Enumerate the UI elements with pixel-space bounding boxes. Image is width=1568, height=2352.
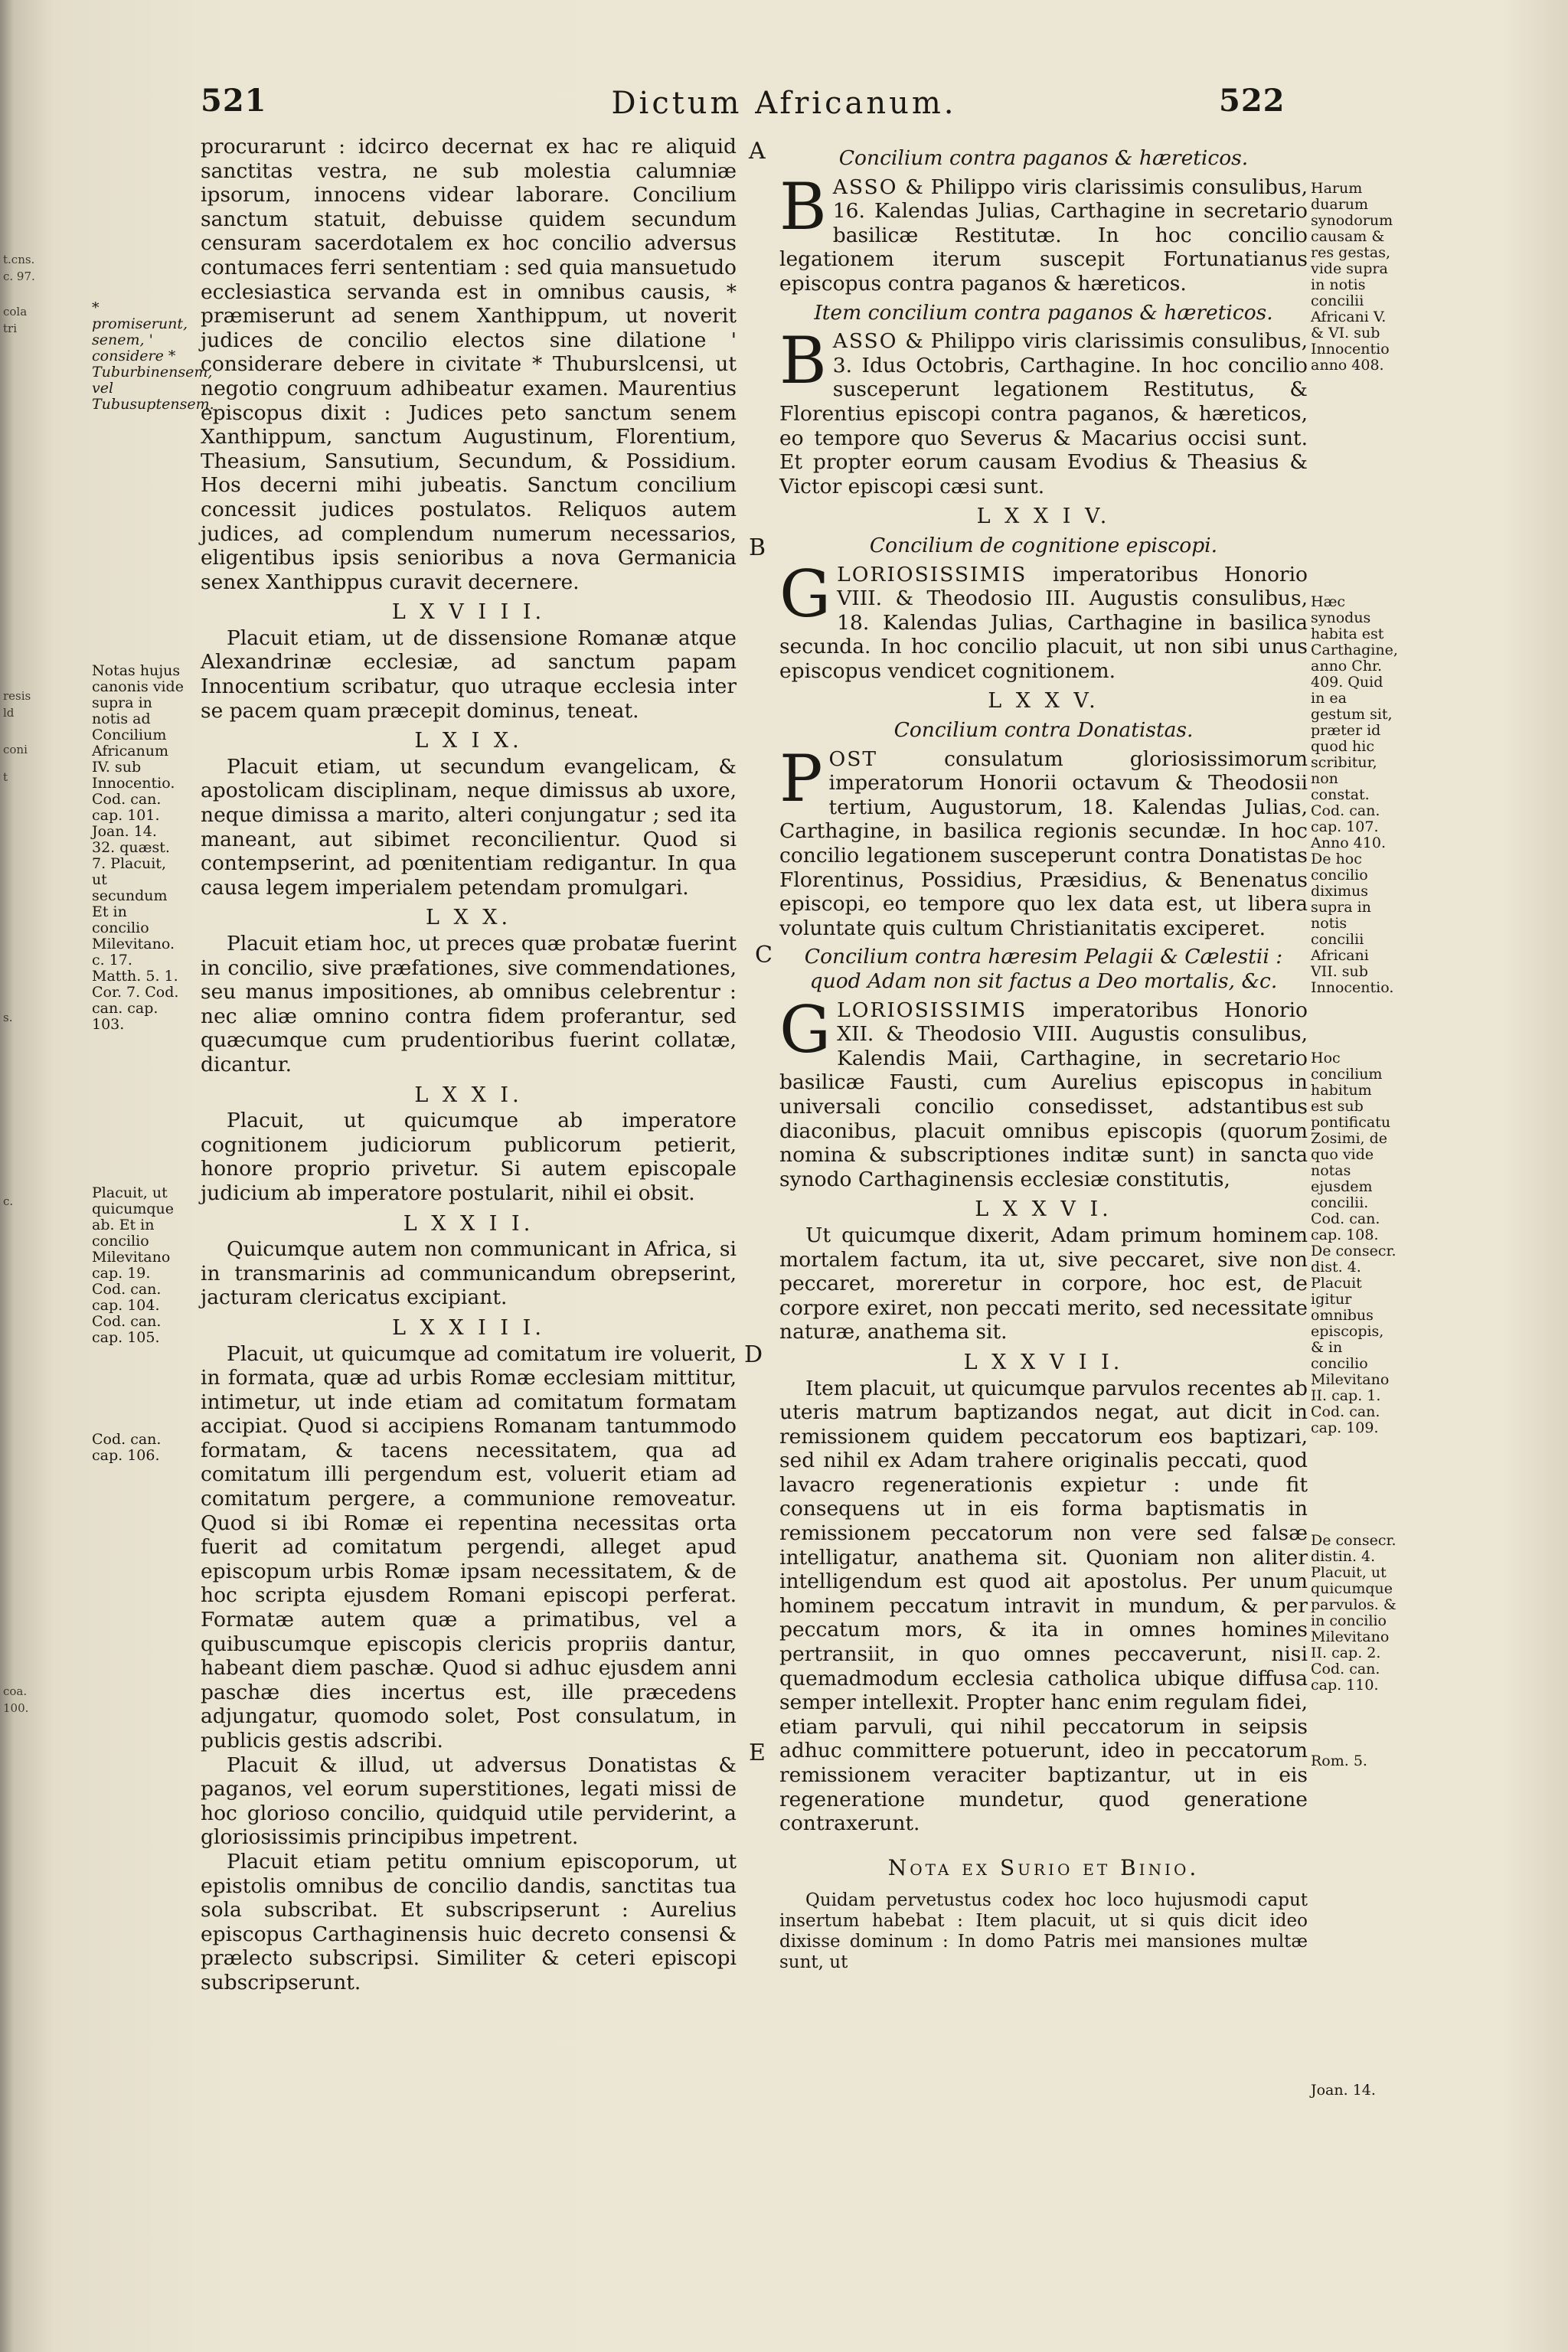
closing-paragraph: Placuit etiam petitu omnium episcoporum, ut epistolis omnibus de concilio dandis, sanctitas tua sola subscribat. Et subscripserunt : Aurelius episcopus Carthaginensis huic decreto consensi & prælecto subscripsi. Similiter & ceteri episcopi subscripserunt. xyxy=(201,1849,737,1994)
canon-number: L X X I. xyxy=(414,1083,523,1107)
canon-text: Placuit, ut quicumque ab imperatore cognitionem judiciorum publicorum petierit, honore proprio privetur. Si autem episcopale judicium ab imperatore postularit, nihil ei obsit. xyxy=(201,1109,737,1205)
note-text: Quidam pervetustus codex hoc loco hujusmodi caput insertum habebat : Item placuit, ut si quis dicit ideo dixisse dominum : In domo Patris mei mansiones multæ sunt, ut xyxy=(779,1890,1308,1973)
canon-number: L X X V I I. xyxy=(963,1350,1124,1374)
left-margin-note: Notas hujus canonis vide supra in notis ad Concilium Africanum IV. sub Innocentio. Cod. can. cap. 101. Joan. 14. 32. quæst. 7. Placuit, ut secundum Et in concilio Milevitano. c. 17. Matth. 5. 1. Cor. 7. Cod. can. cap. 103. xyxy=(92,662,184,1033)
gutter-fragment: coni xyxy=(3,743,28,756)
council-entry: BASSO & Philippo viris clarissimis consulibus, 3. Idus Octobris, Carthagine. In hoc concilio susceperunt legationem Restitutus, & Florentius episcopi contra paganos, & hæreticos, eo tempore quo Severus & Macarius occisi sunt. Et propter eorum causam Evodius & Theasius & Victor episcopi cæsi sunt. xyxy=(779,323,1308,498)
right-page-number: 522 xyxy=(1219,83,1285,119)
gutter-fragment: ld xyxy=(3,706,15,720)
gutter-fragment: t xyxy=(3,770,8,784)
council-title: Concilium contra paganos & hæreticos. xyxy=(838,146,1249,170)
gutter-fragment: 100. xyxy=(3,1701,29,1715)
gutter-fragment: c. 97. xyxy=(3,270,35,283)
running-title: Dictum Africanum. xyxy=(611,86,957,121)
gutter-fragment: s. xyxy=(3,1011,13,1024)
canon-text: Placuit, ut quicumque ad comitatum ire voluerit, in formata, quæ ad urbis Romæ ecclesiam mittitur, intimetur, ut inde etiam ad comitatum formatam accipiat. Quod si accipiens Romanam tantummodo formatam, & tacens necessitatem, qua ad comitatum illi pergendum est, voluerit etiam ad comitatum pergere, a communione removeatur. Quod si ibi Romæ ei repentina necessitas orta fuerit ad comitatum pergendi, alleget apud episcopum urbis Romæ ipsam necessitatem, & de hoc scripta ejusdem Romani episcopi perferat. Formatæ autem quæ a primatibus, vel a quibuscumque episcopis clericis propriis dantur, habeant diem paschæ. Quod si adhuc ejusdem anni paschæ dies incertus est, ille præcedens adjungatur, quomodo solet, Post consulatum, in publicis gestis adscribi. xyxy=(201,1341,737,1753)
canon-number: L X X I I I. xyxy=(392,1315,545,1340)
gutter-fragment: resis xyxy=(3,689,31,703)
right-margin-note: Harum duarum synodorum causam & res gestas, vide supra in notis concilii Africani V. & VI. sub Innocentio anno 408. xyxy=(1311,180,1393,374)
council-title: Concilium de cognitione episcopi. xyxy=(869,533,1218,557)
canon-number: L X X I I. xyxy=(403,1211,534,1236)
council-title: Concilium contra hæresim Pelagii & Cælestii : quod Adam non sit factus a Deo mortalis, &c. xyxy=(804,945,1283,993)
left-page-number: 521 xyxy=(201,83,267,119)
drop-cap: B xyxy=(779,323,827,399)
canon-number: L X X V. xyxy=(988,689,1099,714)
canon-number: L X V I I I. xyxy=(391,600,546,625)
council-entry: POST consulatum gloriosissimorum imperatorum Honorii octavum & Theodosii tertium, Augustorum, 18. Kalendas Julias, Carthagine, in basilica regionis secundæ. In hoc concilio legationem susceperunt contra Donatistas Florentinus, Possidius, Præsidius, & Benenatus episcopi, eo tempore quo lex data est, ut libera voluntate quis cultum Christianitatis exciperet. xyxy=(779,740,1308,940)
canon-text: Quicumque autem non communicant in Africa, si in transmarinis ad communicandum obrepserint, jacturam clericatus excipiant. xyxy=(201,1237,737,1310)
left-margin-note: Cod. can. cap. 106. xyxy=(92,1431,162,1464)
canon-text: Placuit etiam, ut de dissensione Romanæ atque Alexandrinæ ecclesiæ, ad sanctum papam Innocentium scribatur, quo utraque ecclesia inter se pacem quam præcepit dominus, teneat. xyxy=(201,626,737,723)
section-letter: B xyxy=(749,534,766,561)
drop-cap: G xyxy=(779,991,831,1067)
drop-cap: G xyxy=(779,556,831,632)
note-heading: Nota ex Surio et Binio. xyxy=(887,1854,1200,1880)
council-title: Concilium contra Donatistas. xyxy=(893,718,1194,743)
gutter-fragment: tri xyxy=(3,322,17,335)
gutter-fragment: coa. xyxy=(3,1684,28,1698)
gutter-fragment: cola xyxy=(3,305,28,318)
section-letter: A xyxy=(749,138,766,165)
gutter-fragment: c. xyxy=(3,1194,14,1208)
previous-page-gutter xyxy=(0,0,92,2352)
canon-text: Item placuit, ut quicumque parvulos recentes ab uteris matrum baptizandos negat, aut dicit in remissionem quidem peccatorum eos baptizari, sed nihil ex Adam trahere originalis peccati, quod lavacro regenerationis expietur : unde fit consequens ut in eis forma baptismatis in remissionem peccatorum non vere sed falsæ intelligatur, anathema sit. Quoniam non aliter intelligendum est quod ait apostolus. Per unum hominem peccatum intravit in mundum, & per peccatum mors, & ita in omnes homines pertransiit, in quo omnes peccaverunt, nisi quemadmodum ecclesia catholica ubique diffusa semper intellexit. Propter hanc enim regulam fidei, etiam parvuli, qui nihil peccatorum in seipsis adhuc committere potuerunt, ideo in peccatorum remissionem veraciter baptizantur, ut in eis regeneratione mundetur, quod generatione contraxerunt. xyxy=(779,1376,1308,1836)
council-entry: BASSO & Philippo viris clarissimis consulibus, 16. Kalendas Julias, Carthagine in secretario basilicæ Restitutæ. In hoc concilio legationem iterum suscepit Fortunatianus episcopus contra paganos & hæreticos. xyxy=(779,168,1308,296)
council-entry: GLORIOSISSIMIS imperatoribus Honorio VIII. & Theodosio III. Augustis consulibus, 18. Kalendas Julias, Carthagine in basilica secunda. In hoc concilio placuit, ut non sibi unus episcopus vendicet cognitionem. xyxy=(779,556,1308,683)
left-text-column xyxy=(201,135,737,1995)
left-margin-note: Placuit, ut quicumque ab. Et in concilio Milevitano cap. 19. Cod. can. cap. 104. Cod. can. cap. 105. xyxy=(92,1184,175,1346)
right-margin-note: De consecr. distin. 4. Placuit, ut quicumque parvulos. & in concilio Milevitano II. cap. 2. Cod. can. cap. 110. xyxy=(1311,1532,1396,1694)
right-text-column xyxy=(779,142,1308,1973)
drop-cap: P xyxy=(779,740,823,816)
council-entry: GLORIOSISSIMIS imperatoribus Honorio XII. & Theodosio VIII. Augustis consulibus, Kalendis Maii, Carthagine, in secretario basilicæ Fausti, cum Aurelius episcopus in universali concilio consedisset, adstantibus diaconibus, placuit omnibus episcopis (quorum nomina & subscriptiones inditæ sunt) in sancta synodo Carthaginensis ecclesiæ constitutis, xyxy=(779,991,1308,1191)
gutter-fragment: t.cns. xyxy=(3,253,35,266)
canon-text: Placuit etiam hoc, ut preces quæ probatæ fuerint in concilio, sive præfationes, sive commendationes, seu manus impositiones, ab omnibus celebrentur : nec aliæ omnino contra fidem proferantur, sed quæcumque cum prudentioribus fuerint collatæ, dicantur. xyxy=(201,932,737,1076)
drop-cap: B xyxy=(779,168,827,244)
council-title: Item concilium contra paganos & hæreticos. xyxy=(814,300,1273,325)
right-margin-note: Hoc concilium habitum est sub pontificatu Zosimi, de quo vide notas ejusdem concilii. Cod. can. cap. 108. De consecr. dist. 4. Placuit igitur omnibus episcopis, & in concilio Milevitano II. cap. 1. Cod. can. cap. 109. xyxy=(1311,1050,1396,1436)
section-letter: E xyxy=(749,1740,766,1766)
right-margin-note: Joan. 14. xyxy=(1311,2082,1376,2099)
canon-number: L X X I V. xyxy=(976,505,1111,529)
continued-paragraph: procurarunt : idcirco decernat ex hac re aliquid sanctitas vestra, ne sub molestia calumniæ ipsorum, innocens videar laborare. Concilium sanctum statuit, debuisse quidem secundum censuram sacerdotalem ex hoc concilio adversus contumaces ferri sententiam : sed quia mansuetudo ecclesiastica servanda est in omnibus causis, * præmiserunt ad senem Xanthippum, ut noverit judices de concilio electos sine dilatione ' considerare debere in civitate * Thuburslcensi, ut negotio congruum adhibeatur examen. Maurentius episcopus dixit : Judices peto sanctum senem Xanthippum, sanctum Augustinum, Florentium, Theasium, Sansutium, Secundum, & Possidium. Hos decerni mihi jubeatis. Sanctum concilium concessit judices postulatos. Reliquos autem judices, ad complendum numerum necessarios, eligentibus ipsis senioribus a nova Germanicia senex Xanthippus curavit decernere. xyxy=(201,135,737,594)
section-letter: D xyxy=(744,1341,763,1368)
section-letter: C xyxy=(755,942,773,969)
canon-text: Placuit etiam, ut secundum evangelicam, & apostolicam disciplinam, neque dimissus ab uxore, neque dimissa a marito, alteri conjungatur ; sed ita maneant, aut sibimet reconcilientur. Quod si contempserint, ad pœnitentiam redigantur. In qua causa legem imperialem petendam promulgari. xyxy=(201,754,737,900)
closing-paragraph: Placuit & illud, ut adversus Donatistas & paganos, vel eorum superstitiones, legati missi de hoc glorioso concilio, quidquid utile perviderint, a gloriosissimis principibus impetrent. xyxy=(201,1753,737,1850)
canon-number: L X X. xyxy=(425,906,512,930)
right-margin-note: Rom. 5. xyxy=(1311,1753,1367,1769)
canon-number: L X I X. xyxy=(414,729,523,753)
canon-number: L X X V I. xyxy=(975,1197,1112,1222)
left-margin-note: * promiserunt, senem, ' considere * Tuburbinensem, vel Tubusuptensem. xyxy=(92,299,214,413)
right-margin-note: Hæc synodus habita est Carthagine, anno Chr. 409. Quid in ea gestum sit, præter id quod hic scribitur, non constat. Cod. can. cap. 107. Anno 410. De hoc concilio diximus supra in notis concilii Africani VII. sub Innocentio. xyxy=(1311,593,1398,996)
canon-text: Ut quicumque dixerit, Adam primum hominem mortalem factum, ita ut, sive peccaret, sive non peccaret, moreretur in corpore, hoc est, de corpore exiret, non peccati merito, sed necessitate naturæ, anathema sit. xyxy=(779,1223,1308,1344)
